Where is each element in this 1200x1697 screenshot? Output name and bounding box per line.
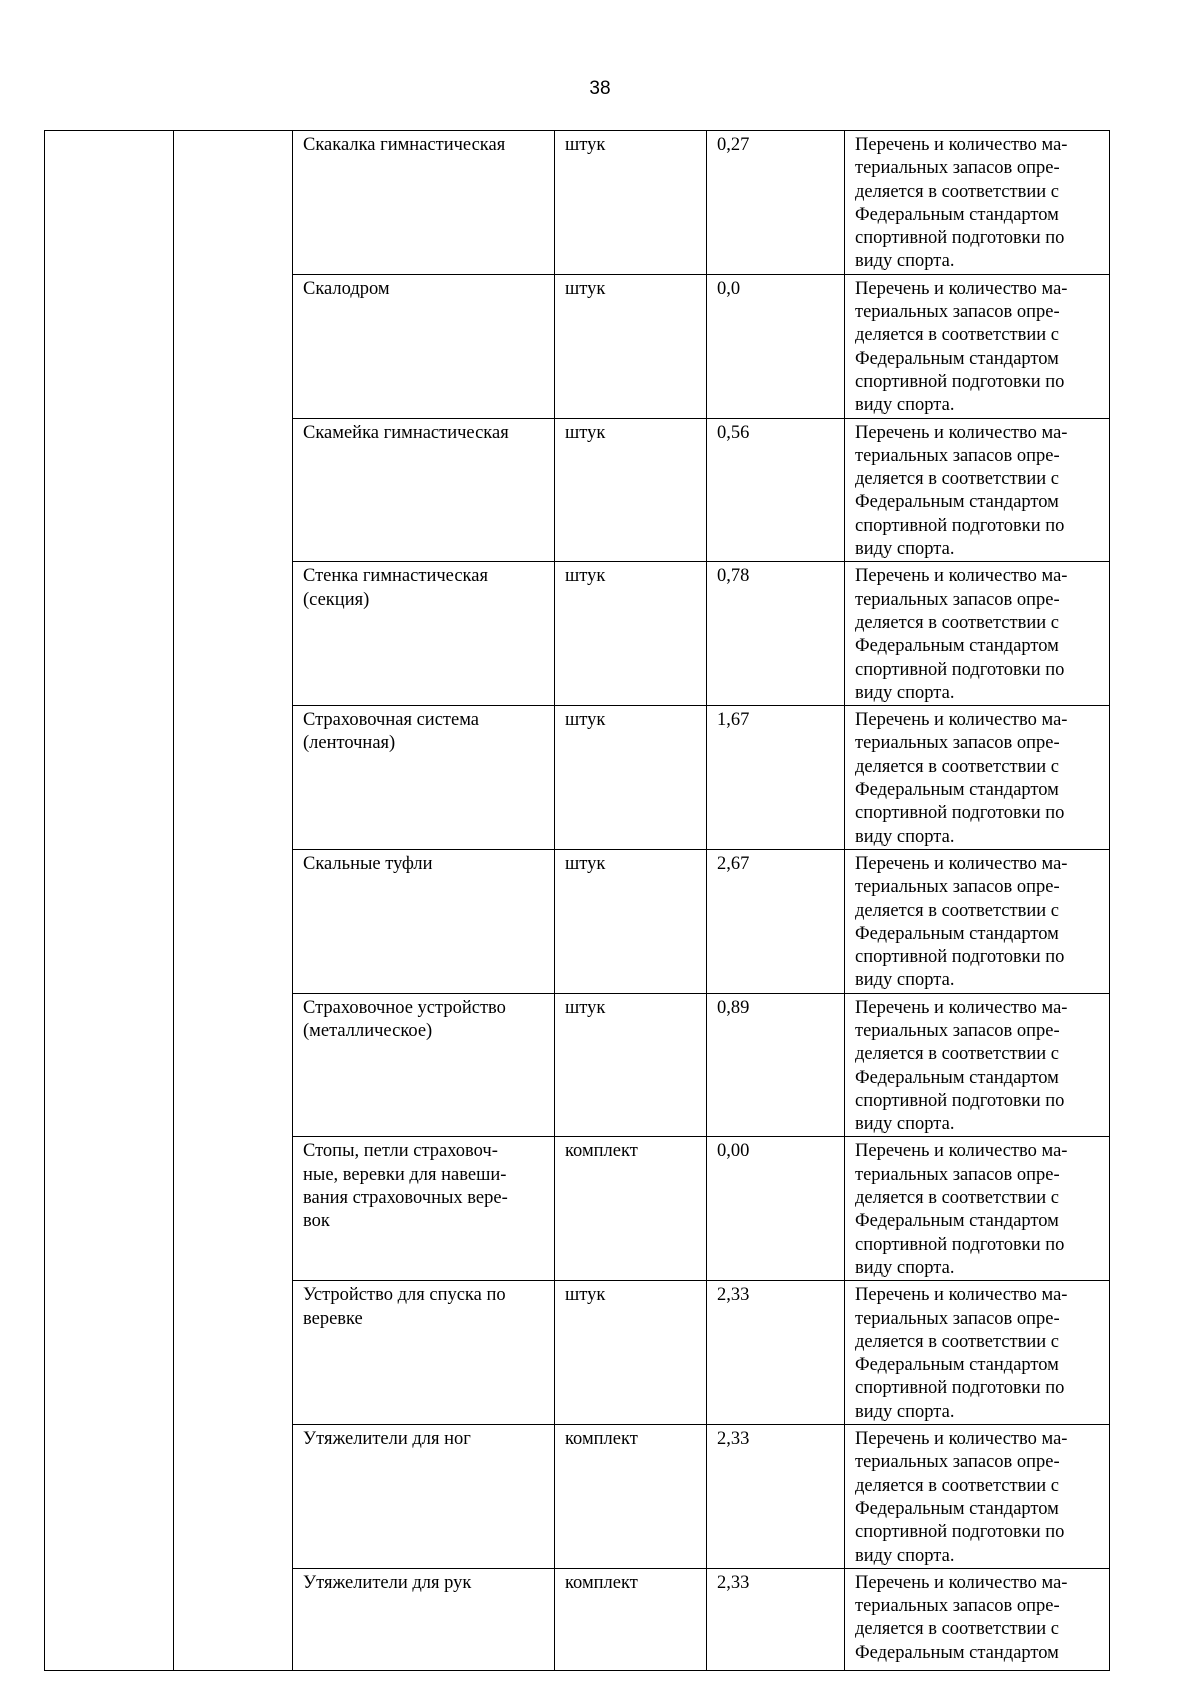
item-name-cell [293,274,555,418]
item-name-line: Стенка гимнастическая [303,566,488,587]
unit-cell: штук [555,993,707,1137]
item-name-line: Стопы, петли страховоч- [303,1141,498,1162]
unit-cell: штук [555,418,707,562]
note-line: Перечень и количество ма- [855,422,1068,443]
note-line: териальных запасов опре- [855,733,1060,754]
unit-cell: штук [555,274,707,418]
note-line: спортивной подготовки по [855,1090,1065,1111]
note-line: териальных запасов опре- [855,1308,1060,1329]
note-line: спортивной подготовки по [855,515,1065,536]
table-body [45,131,1110,1671]
item-name-cell [293,562,555,706]
item-name-cell [293,1425,555,1569]
note-line: Перечень и количество ма- [855,997,1068,1018]
note-line: териальных запасов опре- [855,1020,1060,1041]
unit-cell: комплект [555,1425,707,1569]
note-line: деляется в соответствии с [855,181,1059,202]
item-name-line: Скалодром [303,278,390,299]
note-cell [845,1281,1110,1425]
note-line: Перечень и количество ма- [855,1285,1068,1306]
item-name-cell [293,131,555,275]
quantity-cell: 0,27 [707,131,845,275]
note-line: териальных запасов опре- [855,302,1060,323]
note-line: териальных запасов опре- [855,1452,1060,1473]
note-line: Федеральным стандартом [855,1642,1059,1663]
note-line: териальных запасов опре- [855,1164,1060,1185]
quantity-cell: 0,89 [707,993,845,1137]
unit-cell: штук [555,706,707,850]
item-name-line: Утяжелители для ног [303,1429,471,1450]
quantity-cell: 0,0 [707,274,845,418]
note-line: териальных запасов опре- [855,877,1060,898]
note-cell [845,131,1110,275]
section-title-cell [174,131,293,1671]
note-line: деляется в соответствии с [855,1331,1059,1352]
note-cell [845,993,1110,1137]
quantity-cell: 2,33 [707,1568,845,1670]
note-cell [845,706,1110,850]
item-name-cell [293,706,555,850]
note-cell [845,849,1110,993]
note-line: Перечень и количество ма- [855,278,1068,299]
note-line: деляется в соответствии с [855,1619,1059,1640]
unit-cell: штук [555,849,707,993]
item-name-line: вок [303,1211,330,1232]
item-name-cell [293,1568,555,1670]
note-line: спортивной подготовки по [855,228,1065,249]
note-line: спортивной подготовки по [855,803,1065,824]
quantity-cell: 0,78 [707,562,845,706]
note-line: спортивной подготовки по [855,947,1065,968]
note-line: Федеральным стандартом [855,1211,1059,1232]
table-row [45,131,1110,275]
unit-cell: штук [555,562,707,706]
note-line: виду спорта. [855,251,955,272]
note-line: спортивной подготовки по [855,1522,1065,1543]
note-line: Федеральным стандартом [855,1498,1059,1519]
unit-cell: штук [555,131,707,275]
note-line: Перечень и количество ма- [855,710,1068,731]
note-line: деляется в соответствии с [855,756,1059,777]
note-line: спортивной подготовки по [855,1378,1065,1399]
note-line: виду спорта. [855,395,955,416]
item-name-cell [293,849,555,993]
note-line: териальных запасов опре- [855,589,1060,610]
unit-cell: комплект [555,1137,707,1281]
note-line: Перечень и количество ма- [855,1141,1068,1162]
item-name-line: Скальные туфли [303,853,433,874]
item-name-cell [293,418,555,562]
item-name-line: Утяжелители для рук [303,1572,472,1593]
unit-cell: комплект [555,1568,707,1670]
note-line: деляется в соответствии с [855,1475,1059,1496]
item-name-line: (секция) [303,589,370,610]
note-cell [845,274,1110,418]
item-name-cell [293,1281,555,1425]
quantity-cell: 2,33 [707,1281,845,1425]
quantity-cell: 0,00 [707,1137,845,1281]
item-name-cell [293,993,555,1137]
quantity-cell: 0,56 [707,418,845,562]
note-line: виду спорта. [855,970,955,991]
note-line: деляется в соответствии с [855,612,1059,633]
note-line: Перечень и количество ма- [855,853,1068,874]
page-number: 38 [589,78,611,99]
note-line: Федеральным стандартом [855,923,1059,944]
item-name-line: Скакалка гимнастическая [303,135,506,155]
note-line: териальных запасов опре- [855,445,1060,466]
note-line: виду спорта. [855,1114,955,1135]
item-name-cell [293,1137,555,1281]
note-cell [845,418,1110,562]
note-cell [845,1568,1110,1670]
note-line: виду спорта. [855,682,955,703]
note-line: спортивной подготовки по [855,371,1065,392]
item-name-line: вания страховочных вере- [303,1188,508,1209]
note-line: териальных запасов опре- [855,1596,1060,1617]
note-line: виду спорта. [855,826,955,847]
note-line: деляется в соответствии с [855,900,1059,921]
equipment-table [44,130,1110,1671]
note-line: деляется в соответствии с [855,325,1059,346]
note-line: виду спорта. [855,1401,955,1422]
note-line: Федеральным стандартом [855,780,1059,801]
note-line: Федеральным стандартом [855,492,1059,513]
item-name-line: Устройство для спуска по [303,1285,506,1306]
note-line: виду спорта. [855,1545,955,1566]
note-line: Перечень и количество ма- [855,135,1068,155]
item-name-line: Страховочная система [303,710,480,731]
quantity-cell: 2,67 [707,849,845,993]
item-name-line: ные, веревки для навеши- [303,1164,507,1185]
quantity-cell: 2,33 [707,1425,845,1569]
item-name-line: Страховочное устройство [303,997,506,1018]
item-name-line: (ленточная) [303,733,396,754]
section-number-cell [45,131,174,1671]
note-line: спортивной подготовки по [855,659,1065,680]
note-line: Перечень и количество ма- [855,566,1068,587]
note-line: Федеральным стандартом [855,204,1059,225]
note-line: деляется в соответствии с [855,1188,1059,1209]
note-line: Федеральным стандартом [855,348,1059,369]
note-cell [845,1137,1110,1281]
item-name-line: (металлическое) [303,1020,433,1041]
item-name-line: Скамейка гимнастическая [303,422,509,443]
note-line: виду спорта. [855,539,955,560]
note-line: Перечень и количество ма- [855,1572,1068,1593]
note-line: Перечень и количество ма- [855,1429,1068,1450]
item-name-line: веревке [303,1308,363,1329]
note-line: виду спорта. [855,1257,955,1278]
note-cell [845,562,1110,706]
note-line: Федеральным стандартом [855,1067,1059,1088]
note-line: Федеральным стандартом [855,636,1059,657]
unit-cell: штук [555,1281,707,1425]
note-line: деляется в соответствии с [855,469,1059,490]
note-cell [845,1425,1110,1569]
quantity-cell: 1,67 [707,706,845,850]
note-line: териальных запасов опре- [855,158,1060,179]
note-line: спортивной подготовки по [855,1234,1065,1255]
note-line: деляется в соответствии с [855,1044,1059,1065]
note-line: Федеральным стандартом [855,1355,1059,1376]
